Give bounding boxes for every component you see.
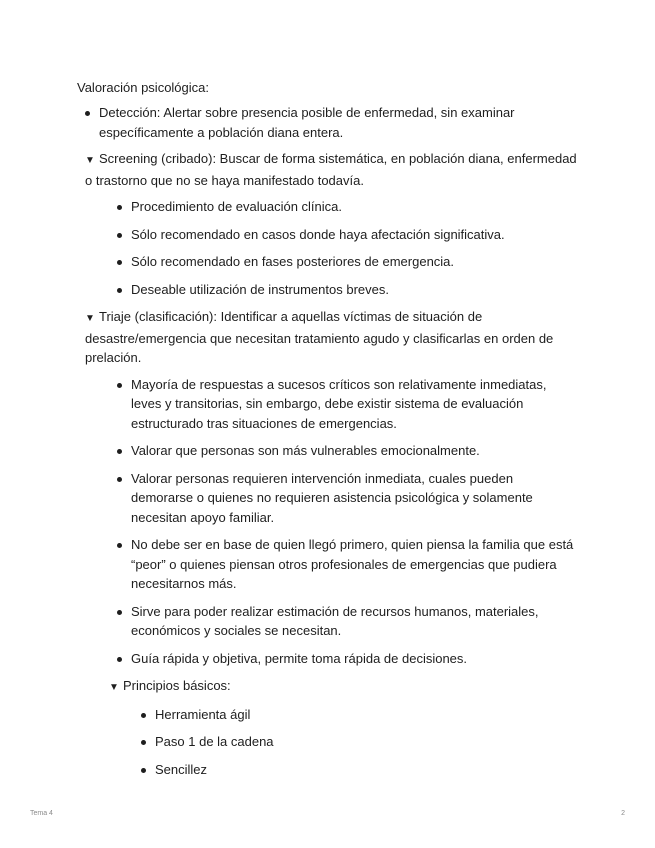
triaje-title-row[interactable] — [85, 307, 577, 368]
list-item: Sólo recomendado en casos donde haya afectación significativa. — [109, 225, 577, 245]
principios-title: Principios básicos: — [123, 678, 231, 693]
list-item: Guía rápida y objetiva, permite toma rápida de decisiones. — [109, 649, 577, 669]
triaje-toggle[interactable] — [77, 307, 577, 779]
list-item: Mayoría de respuestas a sucesos críticos son relativamente inmediatas, leves y transitorias, sin embargo, debe existir sistema de evaluación estructurado tras situaciones de emergencias. — [109, 375, 577, 434]
list-item: Sólo recomendado en fases posteriores de emergencia. — [109, 252, 577, 272]
list-item: Procedimiento de evaluación clínica. — [109, 197, 577, 217]
triaje-title: Triaje (clasificación): Identificar a aquellas víctimas de situación de desastre/emergencia que necesitan tratamiento agudo y clasificarlas en orden de prelación. — [85, 309, 554, 365]
screening-toggle[interactable] — [77, 149, 577, 299]
deteccion-item: Detección: Alertar sobre presencia posible de enfermedad, sin examinar específicamente a población diana entera. — [77, 103, 577, 142]
list-item: Valorar que personas son más vulnerables emocionalmente. — [109, 441, 577, 461]
triangle-down-icon[interactable]: ▼ — [85, 313, 95, 324]
triangle-down-icon[interactable]: ▼ — [109, 682, 119, 693]
screening-title-row[interactable] — [85, 149, 577, 190]
page-content — [77, 78, 577, 787]
list-item: Sirve para poder realizar estimación de recursos humanos, materiales, económicos y sociales se necesitan. — [109, 602, 577, 641]
screening-list — [85, 197, 577, 299]
list-item: Sencillez — [133, 760, 577, 780]
list-item: Paso 1 de la cadena — [133, 732, 577, 752]
principios-toggle[interactable] — [85, 676, 577, 779]
deteccion-list — [77, 103, 577, 142]
list-item: Deseable utilización de instrumentos breves. — [109, 280, 577, 300]
footer-chapter-label: Tema 4 — [30, 810, 53, 817]
screening-title: Screening (cribado): Buscar de forma sistemática, en población diana, enfermedad o trastorno que no se haya manifestado todavía. — [85, 151, 577, 188]
section-heading: Valoración psicológica: — [77, 80, 209, 95]
list-item: No debe ser en base de quien llegó primero, quien piensa la familia que está “peor” o quienes piensan otros profesionales de emergencias que pudiera necesitarnos más. — [109, 535, 577, 594]
triangle-down-icon[interactable]: ▼ — [85, 155, 95, 166]
footer-page-number: 2 — [621, 810, 625, 817]
list-item: Valorar personas requieren intervención inmediata, cuales pueden demorarse o quienes no requieren asistencia psicológica y solamente necesitan apoyo familiar. — [109, 469, 577, 528]
principios-title-row[interactable] — [109, 676, 577, 698]
triaje-list — [85, 375, 577, 669]
list-item: Herramienta ágil — [133, 705, 577, 725]
principios-list — [109, 705, 577, 780]
